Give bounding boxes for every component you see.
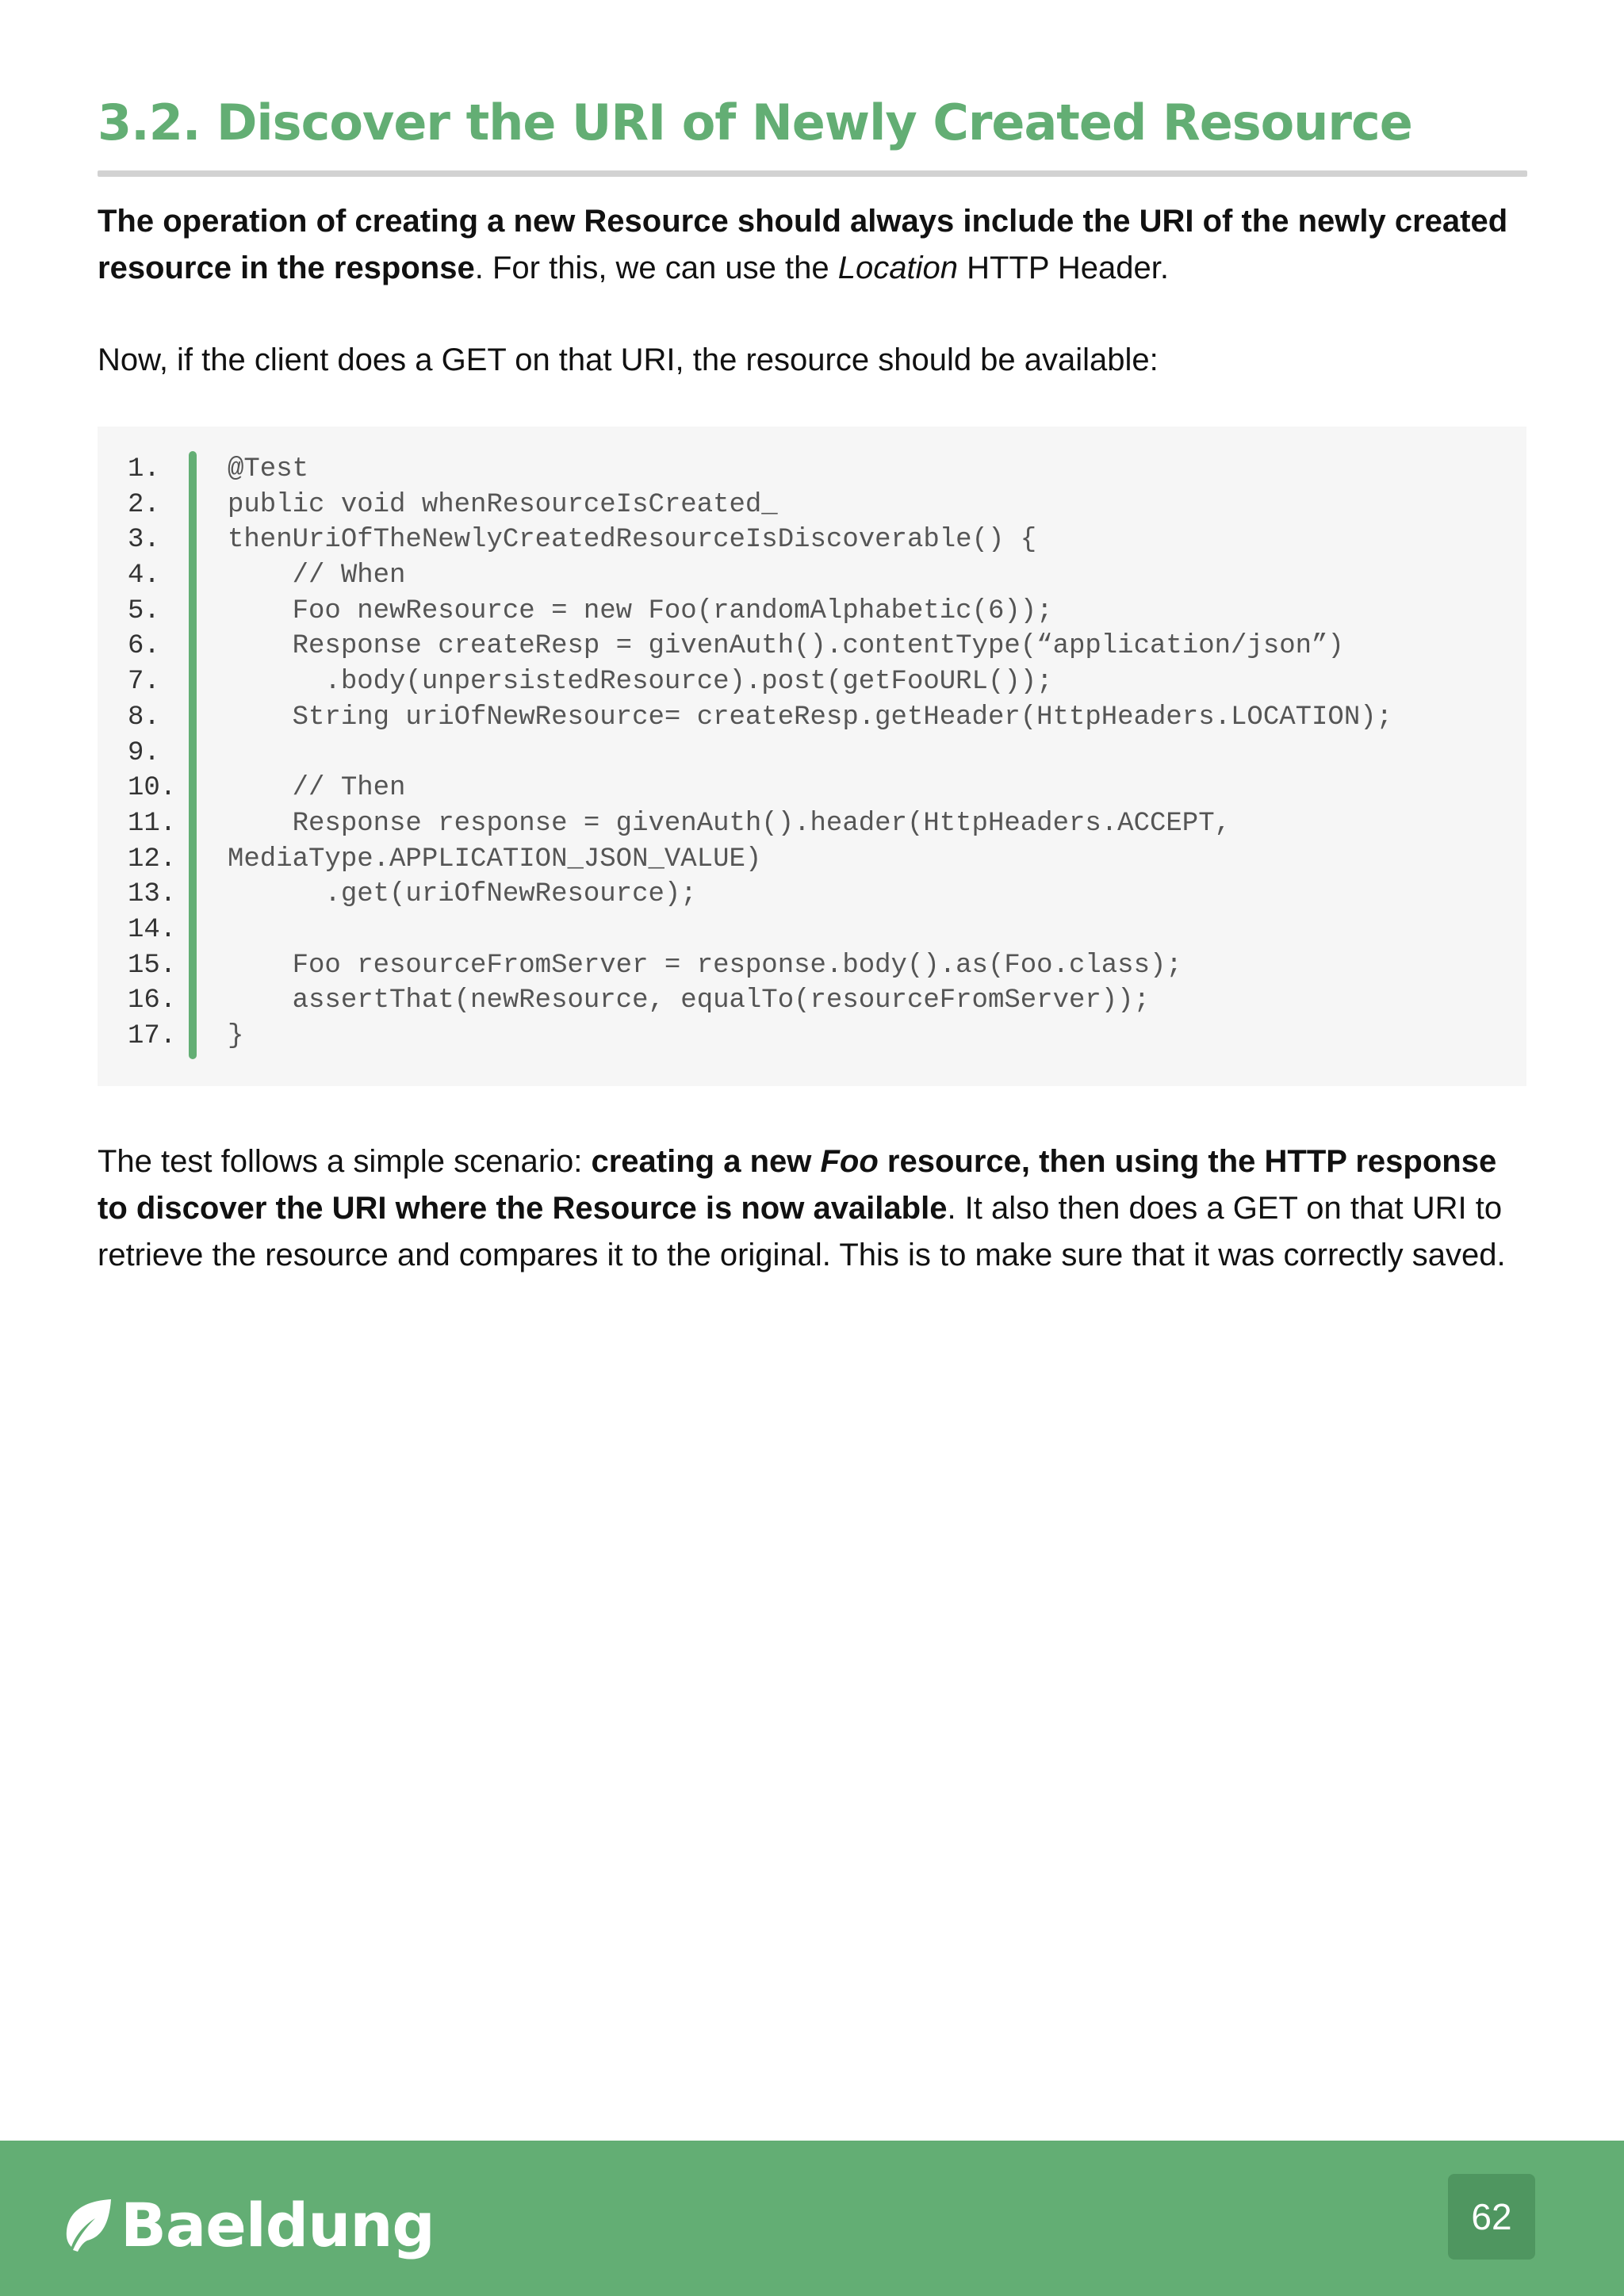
summary-bold-2: resource, then using the HTTP response to discover the URI where the Resource is now available (98, 1144, 1497, 1226)
line-number: 3. (128, 525, 160, 556)
line-code: String uriOfNewResource= createResp.getHeader(HttpHeaders.LOCATION); (228, 702, 1393, 733)
line-code: .body(unpersistedResource).post(getFooURL()); (228, 667, 1053, 698)
line-number: 7. (128, 667, 160, 698)
line-code: // Then (228, 773, 406, 804)
line-code: .get(uriOfNewResource); (228, 879, 697, 910)
line-number: 15. (128, 950, 177, 981)
summary-bold-1: creating a new (591, 1144, 821, 1179)
summary-text-start: The test follows a simple scenario: (98, 1144, 592, 1179)
line-number: 1. (128, 454, 160, 484)
line-number: 4. (128, 561, 160, 591)
line-code: Response createResp = givenAuth().contentType(“application/json”) (228, 631, 1344, 662)
title-divider (98, 170, 1527, 177)
line-number: 6. (128, 631, 160, 662)
code-block (98, 427, 1526, 1086)
intro-italic-text: Location (837, 251, 958, 285)
line-number: 16. (128, 985, 177, 1016)
line-number: 12. (128, 844, 177, 874)
line-number: 5. (128, 595, 160, 626)
line-number: 13. (128, 879, 177, 910)
line-code: MediaType.APPLICATION_JSON_VALUE) (228, 844, 762, 874)
intro-text: . For this, we can use the (474, 251, 838, 285)
line-number: 11. (128, 808, 177, 839)
line-number: 8. (128, 702, 160, 733)
brand-name: Baeldung (121, 2190, 435, 2260)
page-number-badge: 62 (1448, 2174, 1535, 2260)
brand-logo[interactable] (60, 2190, 435, 2260)
line-code: Foo newResource = new Foo(randomAlphabetic(6)); (228, 595, 1053, 626)
line-code: thenUriOfTheNewlyCreatedResourceIsDiscoverable() { (228, 525, 1037, 556)
get-paragraph: Now, if the client does a GET on that URI, the resource should be available: (98, 342, 1159, 377)
line-number: 2. (128, 489, 160, 520)
line-number: 9. (128, 737, 160, 768)
line-number: 14. (128, 914, 177, 945)
line-code: @Test (228, 454, 309, 484)
intro-text-end: HTTP Header. (957, 251, 1170, 285)
intro-bold-text: The operation of creating a new Resource should always include the URI of the newly created resource in the response (98, 204, 1508, 285)
summary-paragraph (98, 1138, 1527, 1279)
summary-bold-italic: Foo (820, 1144, 879, 1179)
intro-paragraph (98, 198, 1527, 292)
section-title: 3.2. Discover the URI of Newly Created Resource (98, 94, 1412, 151)
line-code: Response response = givenAuth().header(HttpHeaders.ACCEPT, (228, 808, 1231, 839)
page-footer (0, 2141, 1624, 2296)
leaf-icon (60, 2198, 113, 2253)
summary-text-end: . It also then does a GET on that URI to retrieve the resource and compares it to the original. This is to make sure that it was correctly saved. (98, 1191, 1506, 1272)
line-code: // When (228, 561, 406, 591)
line-code: assertThat(newResource, equalTo(resourceFromServer)); (228, 985, 1150, 1016)
line-number: 10. (128, 773, 177, 804)
line-number: 17. (128, 1021, 177, 1051)
line-code: public void whenResourceIsCreated_ (228, 489, 778, 520)
line-code: } (228, 1021, 244, 1051)
line-code: Foo resourceFromServer = response.body().as(Foo.class); (228, 950, 1182, 981)
